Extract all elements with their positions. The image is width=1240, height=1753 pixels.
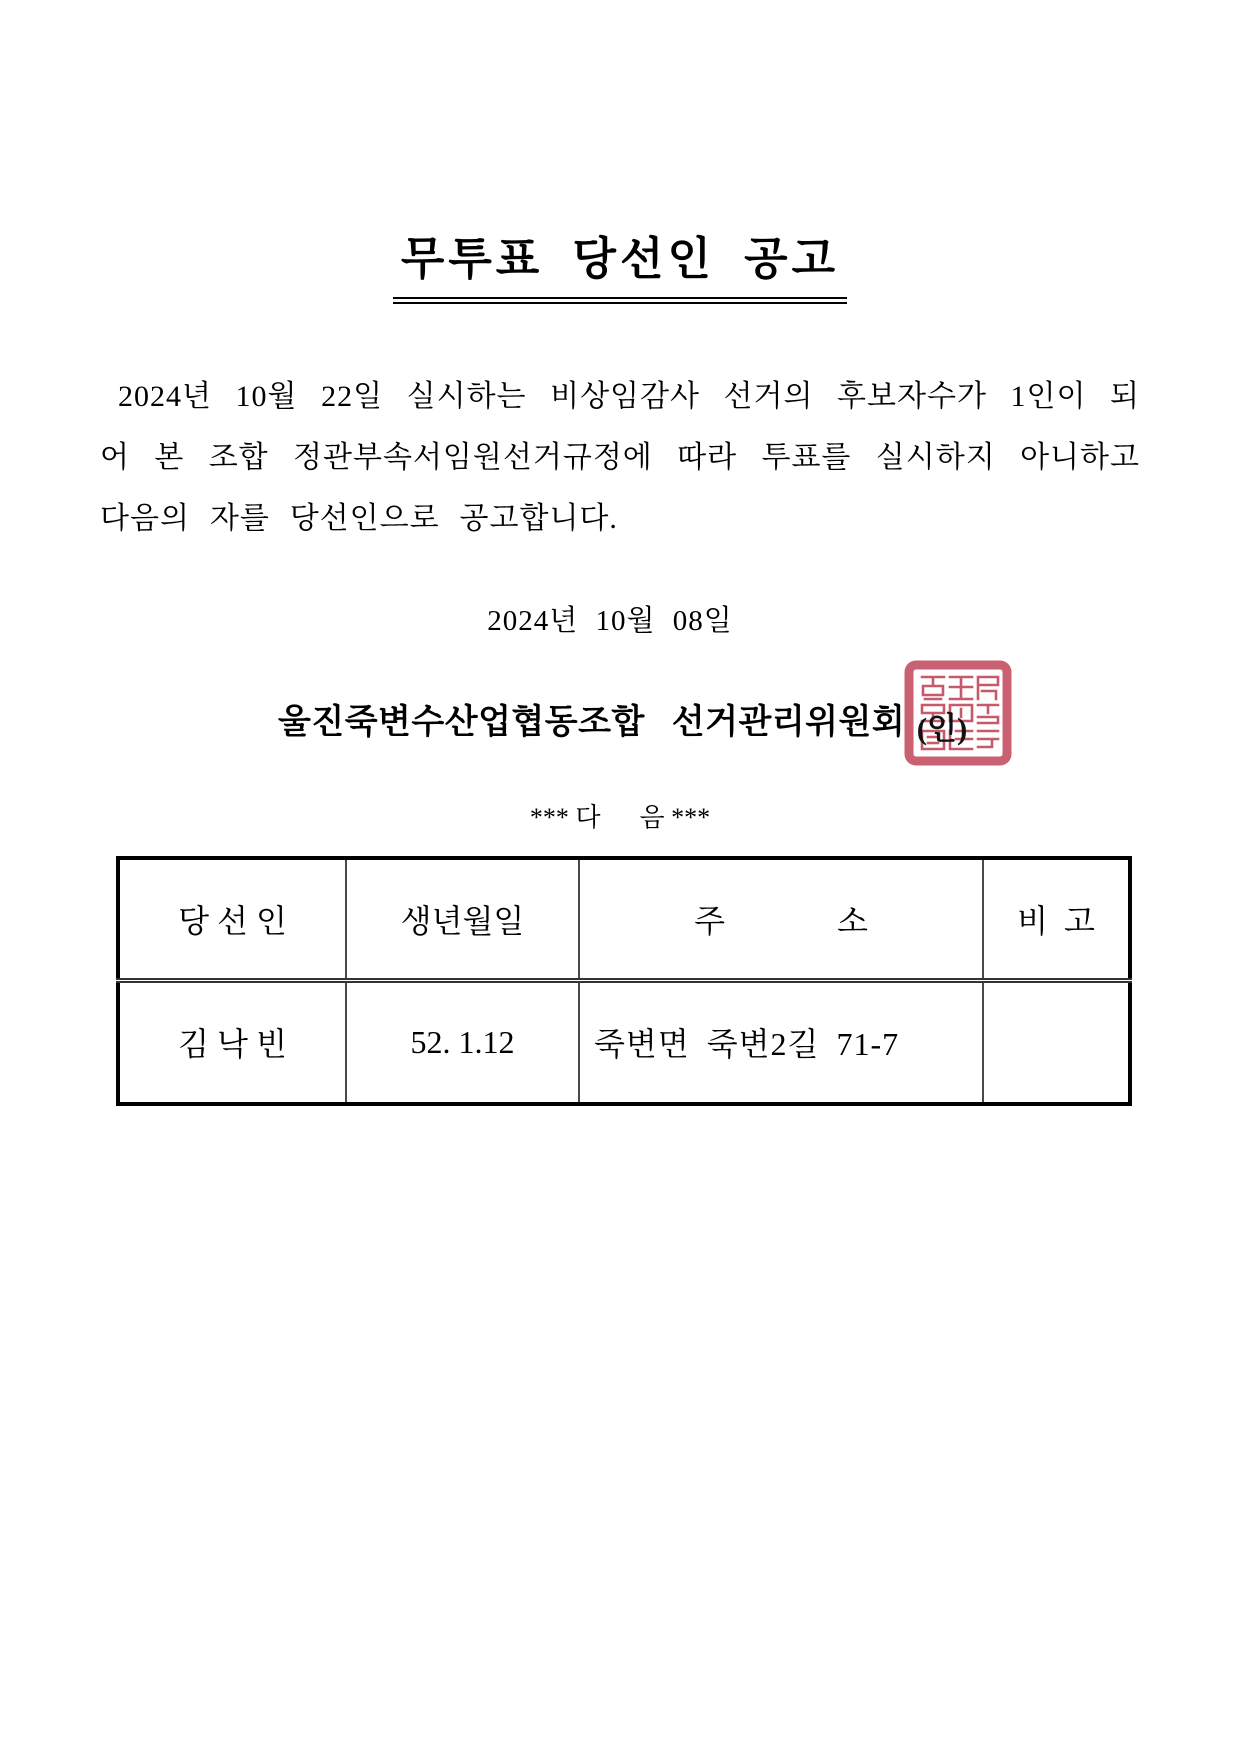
header-winner: 당 선 인 — [118, 858, 346, 980]
cell-address: 죽변면 죽변2길 71-7 — [579, 980, 983, 1104]
cell-remarks — [983, 980, 1130, 1104]
header-remarks: 비 고 — [983, 858, 1130, 980]
header-birthdate: 생년월일 — [346, 858, 579, 980]
header-address: 주 소 — [579, 858, 983, 980]
page-title: 무투표 당선인 공고 — [393, 222, 847, 304]
section-divider-daeum: *** 다 음 *** — [529, 803, 711, 832]
title-wrap — [0, 222, 1240, 304]
table-row — [118, 980, 1130, 1104]
table-header-row — [118, 858, 1130, 980]
organization-name: 울진죽변수산업협동조합 선거관리위원회 — [278, 704, 906, 741]
cell-birthdate: 52. 1.12 — [346, 980, 579, 1104]
cell-winner-name: 김 낙 빈 — [118, 980, 346, 1104]
announcement-date: 2024년 10월 08일 — [487, 605, 733, 637]
winner-table — [116, 856, 1132, 1106]
announcement-body-text: 2024년 10월 22일 실시하는 비상임감사 선거의 후보자수가 1인이 되어 본 조합 정관부속서임원선거규정에 따라 투표를 실시하지 아니하고 다음의 자를 당선인으로 공고합니다. — [100, 380, 1140, 535]
seal-placeholder-label: (인) — [916, 711, 968, 746]
